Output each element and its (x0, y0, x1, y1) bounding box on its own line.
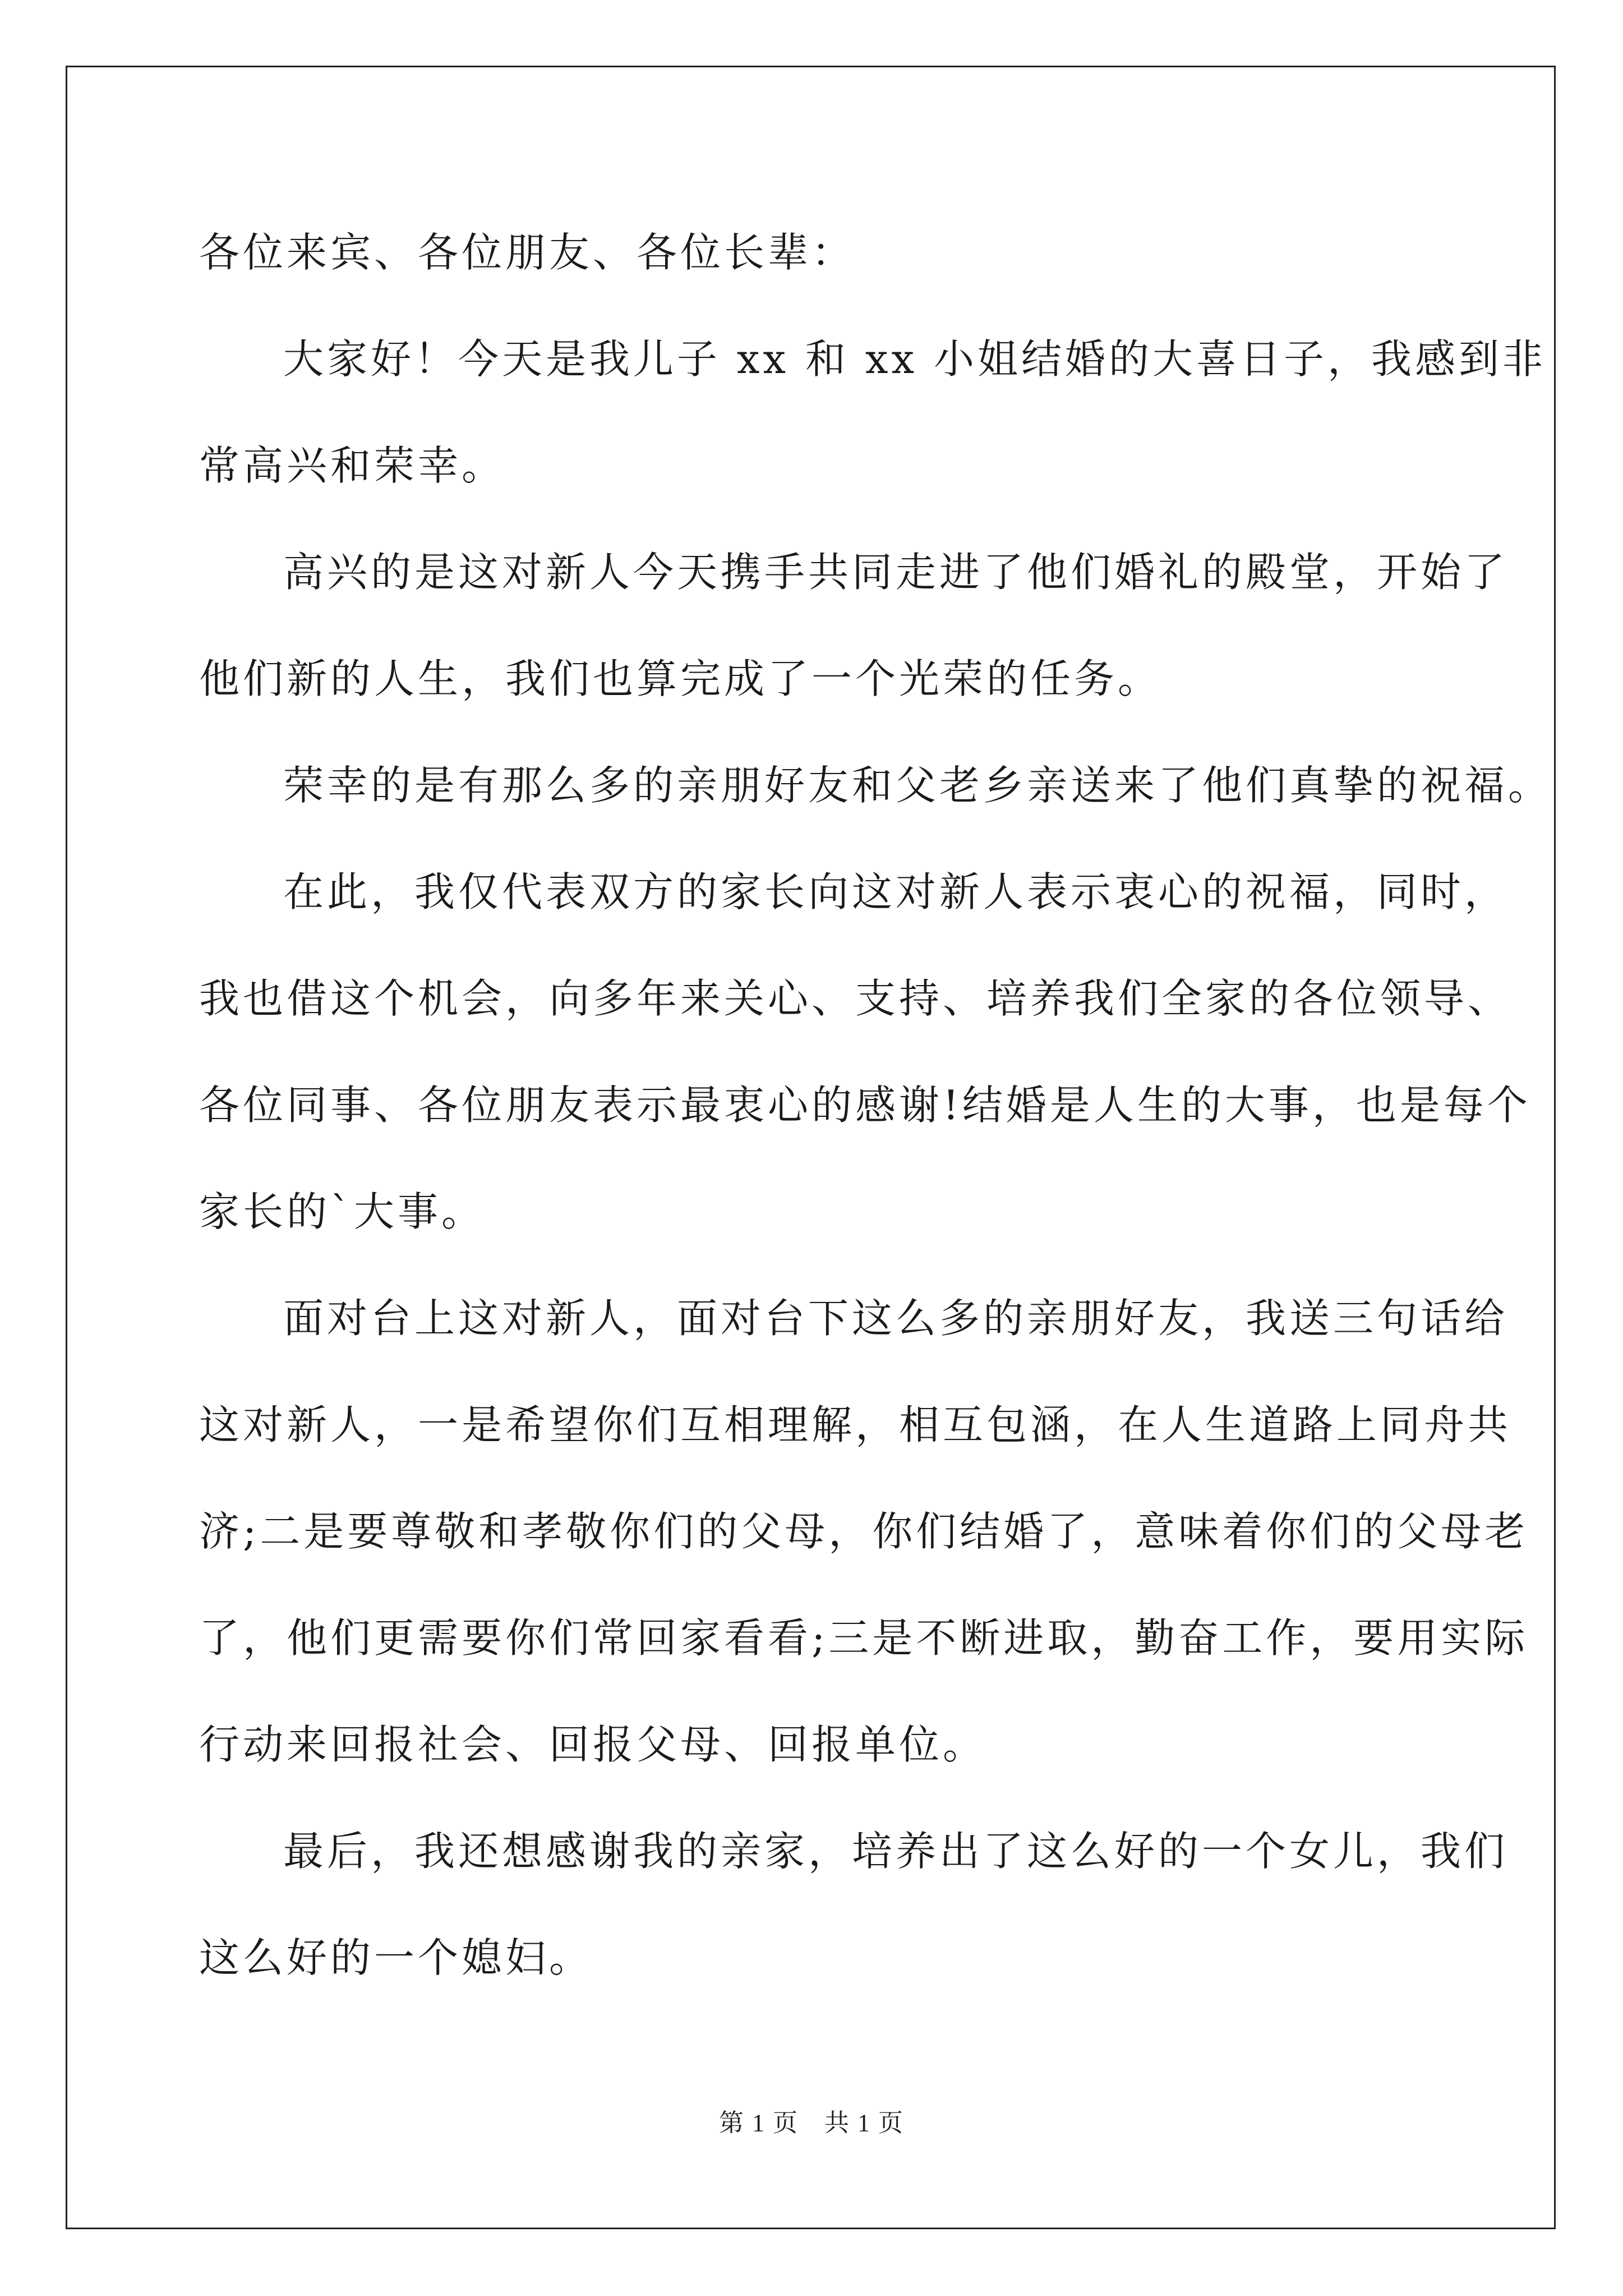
paragraph-4-line-4: 家长的`大事。 (199, 1188, 486, 1235)
paragraph-2-line-2: 他们新的人生，我们也算完成了一个光荣的任务。 (199, 655, 1162, 702)
paragraph-6-line-2: 这么好的一个媳妇。 (199, 1934, 593, 1981)
salutation: 各位来宾、各位朋友、各位长辈： (199, 229, 856, 276)
paragraph-5-line-1: 面对台上这对新人，面对台下这么多的亲朋好友，我送三句话给 (283, 1295, 1509, 1342)
paragraph-6-line-1: 最后，我还想感谢我的亲家，培养出了这么好的一个女儿，我们 (283, 1828, 1509, 1875)
paragraph-3-line-1: 荣幸的是有那么多的亲朋好友和父老乡亲送来了他们真挚的祝福。 (283, 762, 1552, 809)
paragraph-4-line-2: 我也借这个机会，向多年来关心、支持、培养我们全家的各位领导、 (199, 975, 1512, 1022)
paragraph-1-line-1: 大家好！今天是我儿子 xx 和 xx 小姐结婚的大喜日子，我感到非 (283, 335, 1546, 383)
paragraph-4-line-3: 各位同事、各位朋友表示最衷心的感谢!结婚是人生的大事，也是每个 (199, 1082, 1531, 1129)
paragraph-5-line-5: 行动来回报社会、回报父母、回报单位。 (199, 1721, 987, 1768)
paragraph-1-line-2: 常高兴和荣幸。 (199, 442, 506, 489)
paragraph-5-line-2: 这对新人，一是希望你们互相理解，相互包涵，在人生道路上同舟共 (199, 1401, 1512, 1448)
page-number-footer: 第 1 页 共 1 页 (719, 2109, 904, 2137)
paragraph-5-line-3: 济;二是要尊敬和孝敬你们的父母，你们结婚了，意味着你们的父母老 (199, 1508, 1529, 1555)
paragraph-4-line-1: 在此，我仅代表双方的家长向这对新人表示衷心的祝福，同时， (283, 868, 1509, 915)
paragraph-2-line-1: 高兴的是这对新人今天携手共同走进了他们婚礼的殿堂，开始了 (283, 549, 1509, 596)
page-border (66, 66, 1556, 2229)
paragraph-5-line-4: 了，他们更需要你们常回家看看;三是不断进取，勤奋工作，要用实际 (199, 1614, 1529, 1662)
